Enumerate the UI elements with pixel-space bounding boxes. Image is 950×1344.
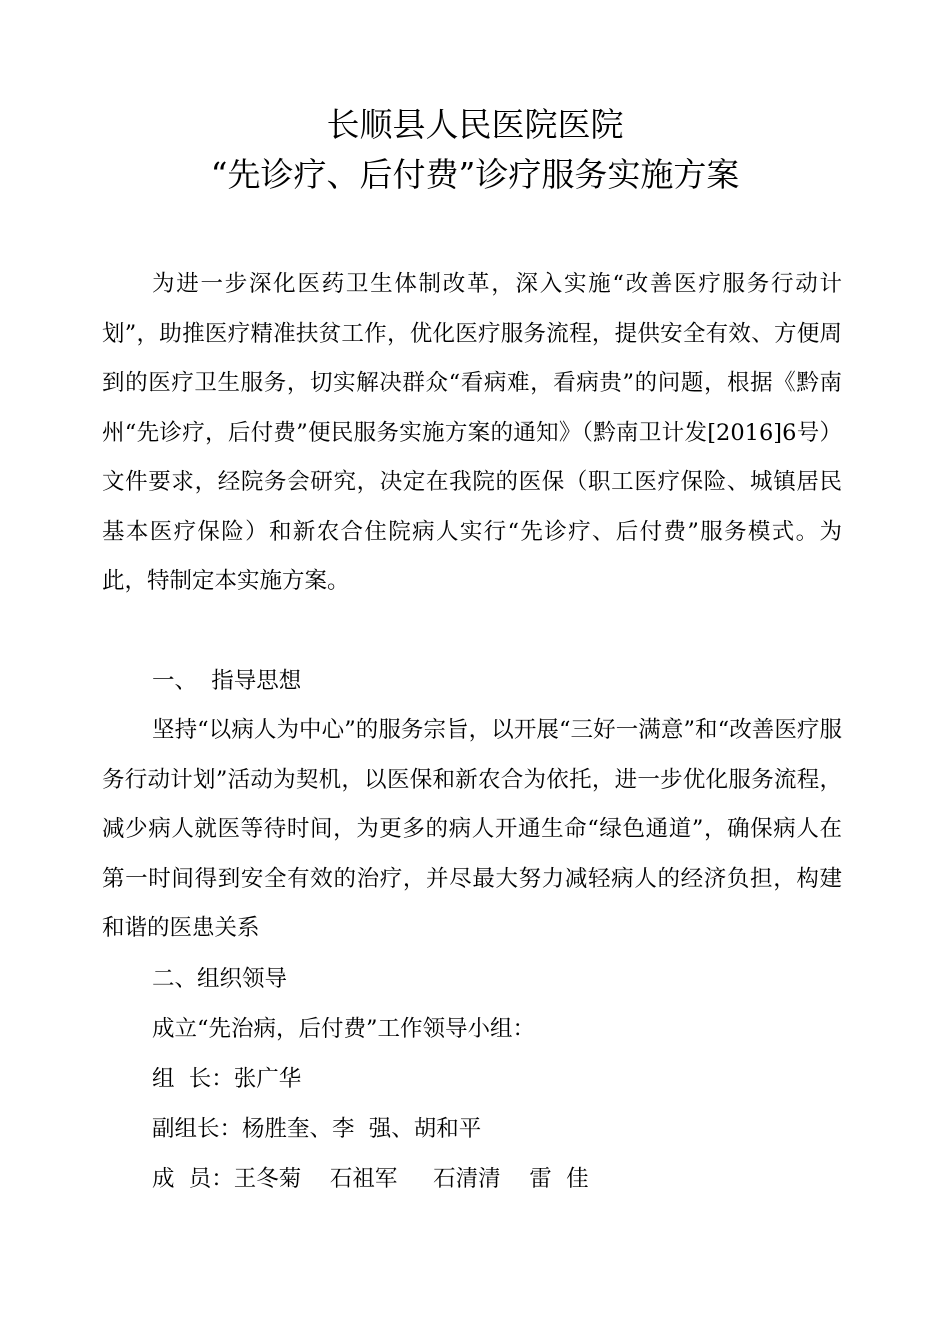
section-1-heading: 一、 指导思想 xyxy=(152,668,302,694)
section-2-intro: 成立“先治病，后付费”工作领导小组： xyxy=(152,1016,536,1042)
leader-line: 组 长：张广华 xyxy=(152,1066,302,1092)
section-2-heading: 二、组织领导 xyxy=(152,966,288,992)
deputy-leader-line: 副组长：杨胜奎、李 强、胡和平 xyxy=(152,1116,482,1142)
section-1-paragraph: 坚持“以病人为中心”的服务宗旨，以开展“三好一满意”和“改善医疗服务行动计划”活动为契机，以医保和新农合为依托，进一步优化服务流程，减少病人就医等待时间，为更多的病人开通生命“绿色通道”，确保病人在第一时间得到安全有效的治疗，并尽最大努力减轻病人的经济负担，构建和谐的医患关系 xyxy=(102,717,842,941)
intro-paragraph: 为进一步深化医药卫生体制改革，深入实施“改善医疗服务行动计划”，助推医疗精准扶贫工作，优化医疗服务流程，提供安全有效、方便周到的医疗卫生服务，切实解决群众“看病难，看病贵”的问题，根据《黔南州“先诊疗，后付费”便民服务实施方案的通知》（黔南卫计发[2016]6号）文件要求，经院务会研究，决定在我院的医保（职工医疗保险、城镇居民基本医疗保险）和新农合住院病人实行“先诊疗、后付费”服务模式。为此，特制定本实施方案。 xyxy=(102,271,842,594)
members-line: 成 员：王冬菊 石祖军 石清清 雷 佳 xyxy=(152,1166,589,1192)
document-title-line-2: “先诊疗、后付费”诊疗服务实施方案 xyxy=(210,155,740,194)
document-title-line-1: 长顺县人民医院医院 xyxy=(326,105,624,144)
